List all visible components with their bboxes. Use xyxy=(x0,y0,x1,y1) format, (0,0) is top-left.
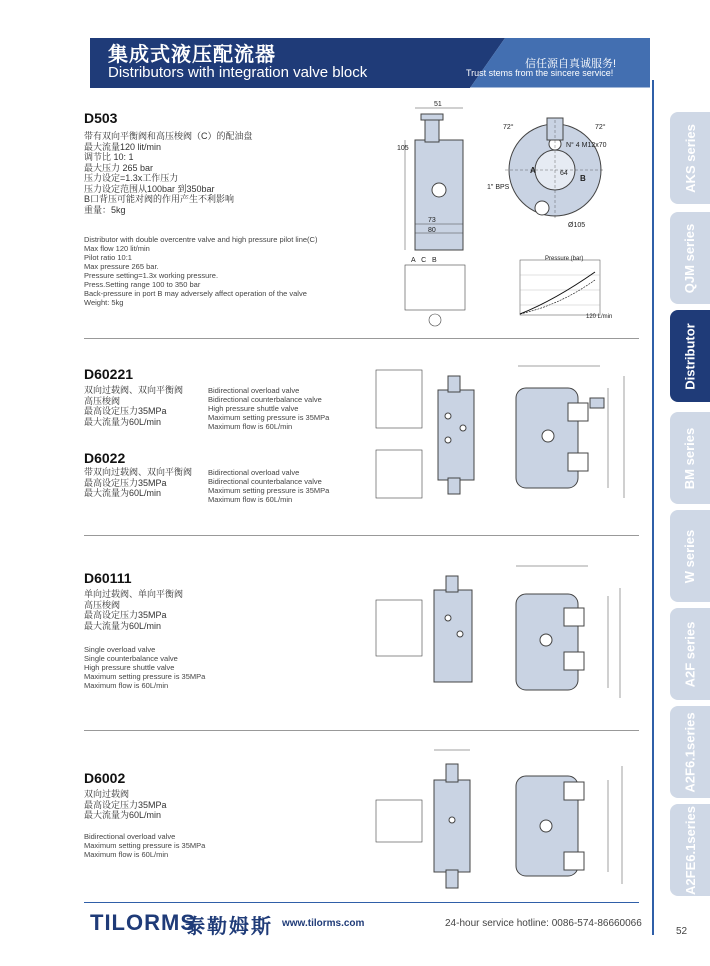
footer-hotline: 24-hour service hotline: 0086-574-86660066 xyxy=(445,918,642,929)
d503-dim-105b: Ø105 xyxy=(568,222,586,229)
d503-desc-en: Distributor with double overcentre valve and high pressure pilot line(C) Max flow 120 lit/min Pilot ratio 10:1 Max pressure 265 bar. Pressure setting=1.3x working pressure. Press.Setting range 100 to 350 bar Back-pressure in port B may adversely affect operation of the valve Weight: 5kg xyxy=(84,235,318,307)
tab-a2fe61-series[interactable]: A2FE6.1series xyxy=(670,804,710,896)
d503-dim-64: 64 xyxy=(560,170,568,177)
slogan-en: Trust stems from the sincere service! xyxy=(466,68,614,78)
section-divider-3 xyxy=(84,730,639,731)
d503-ports: A C B xyxy=(411,257,437,264)
d60221-desc-en: Bidirectional overload valve Bidirectional counterbalance valve High pressure shuttle valve Maximum setting pressure is 35MPa Maximum flow is 60L/min xyxy=(208,386,330,431)
footer-logo: TILORMS xyxy=(90,910,196,935)
footer-logo-cn: 泰勒姆斯 xyxy=(185,916,273,938)
page-title-en: Distributors with integration valve block xyxy=(108,64,368,81)
tab-distributor[interactable]: Distributor xyxy=(670,310,710,402)
tab-qjm-series[interactable]: QJM series xyxy=(670,212,710,304)
d6022-code: D6022 xyxy=(84,450,126,466)
d6002-code: D6002 xyxy=(84,770,126,786)
d503-dim-105: 105 xyxy=(397,145,409,152)
d503-drawings xyxy=(395,100,635,330)
footer-website-link[interactable]: www.tilorms.com xyxy=(282,918,365,929)
d60221-desc-cn: 双向过载阀、双向平衡阀 高压梭阀 最高设定压力35MPa 最大流量为60L/min xyxy=(84,385,184,427)
d6022-desc-en: Bidirectional overload valve Bidirectional counterbalance valve Maximum setting pressure is 35MPa Maximum flow is 60L/min xyxy=(208,468,330,504)
d60221-code: D60221 xyxy=(84,366,134,382)
d6002-desc-en: Bidirectional overload valve Maximum setting pressure is 35MPa Maximum flow is 60L/min xyxy=(84,832,206,859)
section-divider-2 xyxy=(84,535,639,536)
d503-desc-cn: 带有双向平衡阀和高压梭阀（C）的配油盘 最大流量120 lit/min 调节比 10: 1 最大压力 265 bar 压力设定=1.3x工作压力 压力设定范围从100bar 到350bar B口背压可能对阀的作用产生不利影响 重量：5kg xyxy=(84,131,253,215)
d6002-desc-cn: 双向过载阀 最高设定压力35MPa 最大流量为60L/min xyxy=(84,789,167,820)
page-title-cn: 集成式液压配流器 xyxy=(108,44,276,66)
page-number: 52 xyxy=(676,926,688,937)
tab-bm-series[interactable]: BM series xyxy=(670,412,710,504)
d503-dim-73: 73 xyxy=(428,217,436,224)
d6002-drawings xyxy=(368,740,638,900)
d503-port-a: A xyxy=(530,166,536,175)
d503-angle-left: 72° xyxy=(503,124,514,131)
d503-angle-right: 72° xyxy=(595,124,606,131)
d503-bps: 1" BPS xyxy=(487,184,510,191)
tab-aks-series[interactable]: AKS series xyxy=(670,112,710,204)
slogan-cn: 信任源自真诚服务! xyxy=(525,58,617,70)
d503-dim-51: 51 xyxy=(434,101,442,108)
footer-divider xyxy=(84,902,639,903)
d60111-code: D60111 xyxy=(84,570,132,586)
tab-a2f-series[interactable]: A2F series xyxy=(670,608,710,700)
d60111-desc-cn: 单向过载阀、单向平衡阀 高压梭阀 最高设定压力35MPa 最大流量为60L/min xyxy=(84,589,184,631)
tab-w-series[interactable]: W series xyxy=(670,510,710,602)
d503-code: D503 xyxy=(84,110,118,126)
d503-bolt-note: N° 4 M12x70 xyxy=(566,142,607,149)
tab-a2f61-series[interactable]: A2F6.1series xyxy=(670,706,710,798)
d60111-drawings xyxy=(368,560,638,710)
d60221-drawings xyxy=(368,358,638,508)
d60111-desc-en: Single overload valve Single counterbalance valve High pressure shuttle valve Maximum setting pressure is 35MPa Maximum flow is 60L/min xyxy=(84,645,206,690)
d503-graph-title: Pressure (bar) xyxy=(545,256,584,262)
d503-port-b: B xyxy=(580,174,586,183)
d503-dim-80: 80 xyxy=(428,227,436,234)
d503-graph-xlabel: 120 L/min xyxy=(586,314,613,320)
section-divider xyxy=(84,338,639,339)
d6022-desc-cn: 带双向过载阀、双向平衡阀 最高设定压力35MPa 最大流量为60L/min xyxy=(84,467,193,498)
right-border-line xyxy=(652,80,654,935)
